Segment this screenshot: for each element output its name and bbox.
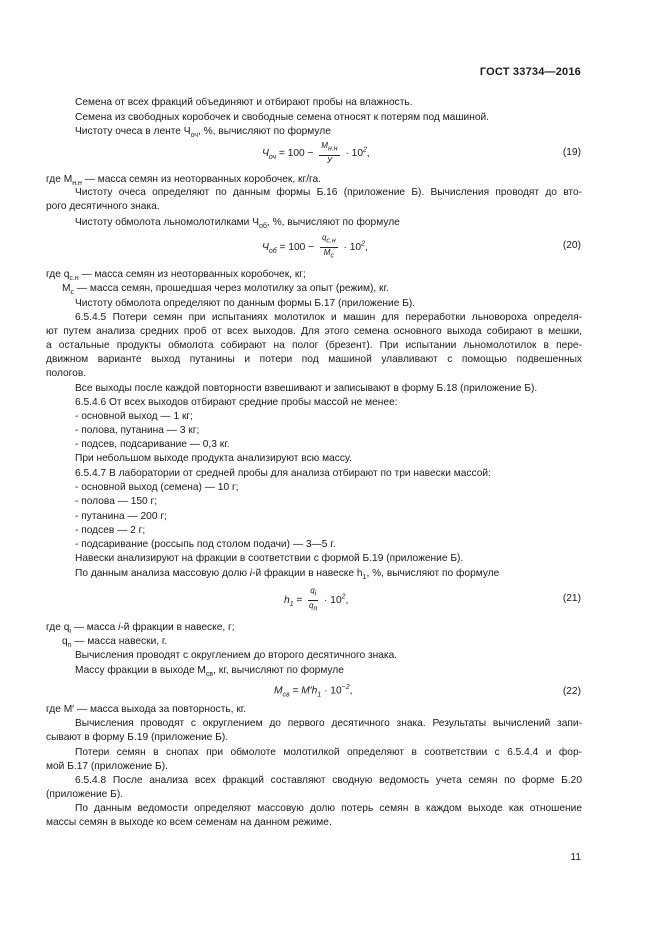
formula-number: (21) xyxy=(562,593,581,604)
paragraph-line: Навески анализируют на фракции в соответствии с формой Б.19 (приложение Б). xyxy=(75,553,464,564)
paragraph-line: где $M_{н.н}$ — масса семян из неоторванных коробочек, кг/га. xyxy=(46,174,322,188)
paragraph-line: Чистоту обмолота льномолотилками $Ч_{об}$, %, вычисляют по формуле xyxy=(75,217,400,231)
list-item: - полова — 150 г; xyxy=(75,496,158,507)
list-item: - полова, путанина — 3 кг; xyxy=(75,425,200,436)
paragraph-line: 6.5.4.6 От всех выходов отбирают средние пробы массой не менее: xyxy=(75,397,398,408)
formula-21: $h_1$ = $\frac{q_i}{q_n}$ · $10^2$, xyxy=(284,586,349,613)
list-item: - основной выход (семена) — 10 г; xyxy=(75,482,239,493)
formula-19: $Ч_{оч} = 100$ − $\frac{M_{н.н}}{У}$ · $10^2$, xyxy=(262,141,370,165)
paragraph-line: $q_n$ — масса навески, г. xyxy=(62,636,168,650)
paragraph-line: 6.5.4.8 После анализа всех фракций составляют сводную ведомость учета семян по форме Б.20 xyxy=(75,775,582,786)
paragraph-line: мой Б.17 (приложение Б). xyxy=(46,761,168,772)
formula-22: $M_{св} = M'h_1 \cdot 10^{-2}$, xyxy=(274,684,353,699)
list-item: - подсев — 2 г; xyxy=(75,525,146,536)
list-item: - путанина — 200 г; xyxy=(75,511,167,522)
paragraph-line: Чистоту очеса в ленте $Ч_{оч}$, %, вычисляют по формуле xyxy=(75,126,331,140)
paragraph-line: Вычисления проводят с округлением до первого десятичного знака. Результаты вычислений запи- xyxy=(75,718,582,729)
list-item: - подсев, подсаривание — 0,3 кг. xyxy=(75,439,230,450)
paragraph-line: движном варианте выход путанины и потери под машиной улавливают с помощью подвешенных xyxy=(46,354,582,365)
paragraph-line: ют путем анализа средних проб от всех выходов. Для этого семена основного выхода собирают в мешки, xyxy=(46,326,582,337)
paragraph-line: Все выходы после каждой повторности взвешивают и записывают в форму Б.18 (приложение Б). xyxy=(75,383,538,394)
paragraph-line: По данным анализа массовую долю i-й фракции в навеске $h_1$, %, вычисляют по формуле xyxy=(75,568,500,582)
paragraph-line: 6.5.4.7 В лаборатории от средней пробы для анализа отбирают по три навески массой: xyxy=(75,468,491,479)
paragraph-line: сывают в форму Б.19 (приложение Б). xyxy=(46,732,229,743)
paragraph-line: где $q_{с.н}$ — масса семян из неоторванных коробочек, кг; xyxy=(46,269,306,283)
paragraph-line: $M_с$ — масса семян, прошедшая через молотилку за опыт (режим), кг. xyxy=(62,283,389,297)
paragraph-line: Семена из свободных коробочек и свободные семена относят к потерям под машиной. xyxy=(75,112,490,123)
paragraph-line: (приложение Б). xyxy=(46,789,124,800)
paragraph-line: Чистоту очеса определяют по данным формы Б.16 (приложение Б). Вычисления проводят до вто- xyxy=(75,187,582,198)
paragraph-line: Массу фракции в выходе $M_{св}$, кг, вычисляют по формуле xyxy=(75,665,344,679)
paragraph-line: массы семян в выходе ко всем семенам на данном режиме. xyxy=(46,817,332,828)
formula-number: (22) xyxy=(562,686,581,697)
paragraph-line: где M′ — масса выхода за повторность, кг. xyxy=(46,704,247,715)
formula-number: (19) xyxy=(562,147,581,158)
paragraph-line: При небольшом выходе продукта анализируют всю массу. xyxy=(75,453,352,464)
document-header: ГОСТ 33734—2016 xyxy=(479,66,581,78)
paragraph-line: рого десятичного знака. xyxy=(46,201,160,212)
formula-20: $Ч_{об} = 100$ − $\frac{q_{с.н}}{M_с}$ · $10^2$, xyxy=(262,233,368,260)
paragraph-line: а остальные продукты обмолота собирают на полог (брезент). При испытании льномолотилок в пере- xyxy=(46,340,582,351)
paragraph-line: Семена от всех фракций объединяют и отбирают пробы на влажность. xyxy=(75,97,413,108)
paragraph-line: Чистоту обмолота определяют по данным формы Б.17 (приложение Б). xyxy=(75,298,416,309)
list-item: - подсаривание (россыпь под столом подачи) — 3—5 г. xyxy=(75,539,336,550)
paragraph-line: По данным ведомости определяют массовую долю потерь семян в каждом выходе как отношение xyxy=(75,803,582,814)
formula-number: (20) xyxy=(562,240,581,251)
paragraph-line: 6.5.4.5 Потери семян при испытаниях молотилок и машин для переработки льновороха определя- xyxy=(75,312,582,323)
page-number: 11 xyxy=(570,852,581,863)
paragraph-line: Вычисления проводят с округлением до второго десятичного знака. xyxy=(75,650,398,661)
list-item: - основной выход — 1 кг; xyxy=(75,411,193,422)
paragraph-line: Потери семян в снопах при обмолоте молотилкой определяют в соответствии с 6.5.4.4 и фор- xyxy=(75,747,582,758)
paragraph-line: пологов. xyxy=(46,368,87,379)
paragraph-line: где $q_i$ — масса i-й фракции в навеске, г; xyxy=(46,622,235,636)
